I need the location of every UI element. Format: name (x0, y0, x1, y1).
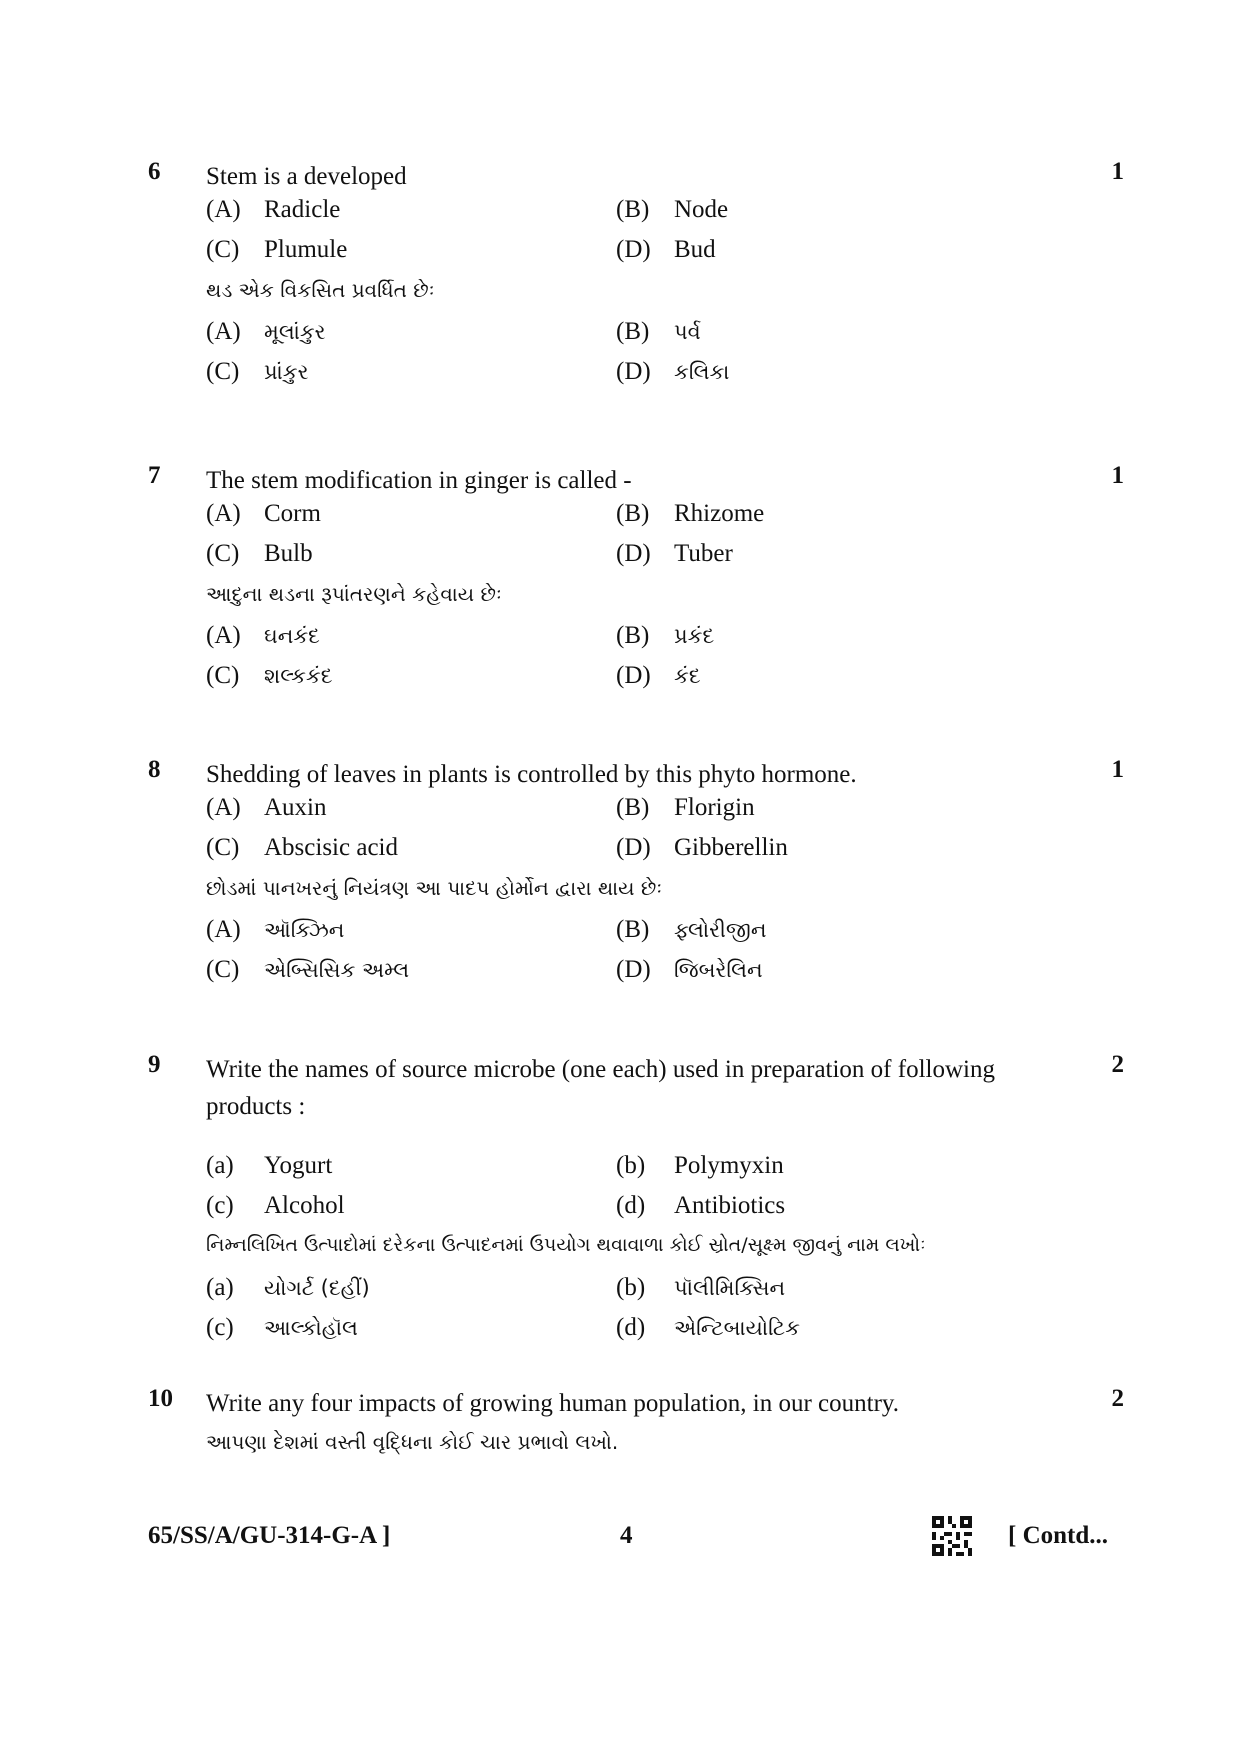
option-text: Bulb (264, 540, 313, 567)
option-label: (C) (206, 236, 240, 263)
question-number: 6 (148, 158, 161, 185)
option-gu-c (206, 956, 409, 984)
option-gu-d (616, 662, 701, 690)
option-text: Node (674, 196, 729, 223)
option-text: Florigin (674, 794, 755, 821)
option-text: આલ્કોહૉલ (264, 1316, 358, 1340)
question-marks: 1 (1111, 756, 1124, 783)
question-number: 8 (148, 756, 161, 783)
option-label: (C) (206, 834, 240, 861)
option-label: (A) (206, 196, 241, 223)
option-gu-a (206, 916, 344, 944)
option-text: Antibiotics (674, 1192, 786, 1219)
option-gu-b (616, 318, 701, 346)
continued-label: [ Contd... (1008, 1522, 1109, 1549)
option-text: યોગર્ટ (દહીં) (264, 1276, 370, 1300)
option-text: Yogurt (264, 1152, 333, 1179)
option-label: (d) (616, 1192, 646, 1219)
question-marks: 2 (1111, 1385, 1124, 1412)
option-en-d (616, 236, 716, 264)
option-text: Rhizome (674, 500, 765, 527)
option-label: (C) (206, 956, 240, 983)
question-text-en: Stem is a developed (206, 163, 407, 190)
option-en-c (206, 540, 313, 568)
option-label: (B) (616, 196, 650, 223)
question-marks: 2 (1111, 1051, 1124, 1078)
question-number: 9 (148, 1051, 161, 1078)
option-gu-d (616, 1314, 800, 1342)
option-en-d (616, 1192, 785, 1220)
option-en-b (616, 794, 755, 822)
option-en-a (206, 500, 321, 528)
option-label: (C) (206, 358, 240, 385)
option-gu-c (206, 662, 333, 690)
option-label: (D) (616, 956, 651, 983)
option-text: મૂલાંકુર (264, 320, 326, 344)
option-text: ઘનકંદ (264, 624, 320, 648)
option-label: (B) (616, 318, 650, 345)
question-number: 10 (148, 1385, 173, 1412)
option-label: (B) (616, 794, 650, 821)
option-text: Gibberellin (674, 834, 788, 861)
option-label: (A) (206, 318, 241, 345)
option-text: કંદ (674, 664, 701, 688)
qr-code-icon (932, 1516, 972, 1556)
option-label: (d) (616, 1314, 646, 1341)
option-gu-a (206, 622, 320, 650)
option-text: ફ્લોરીજીન (674, 918, 767, 942)
option-label: (b) (616, 1152, 646, 1179)
option-text: ઑક્ઝિન (264, 918, 345, 942)
option-en-c (206, 1192, 345, 1220)
option-label: (a) (206, 1274, 234, 1301)
option-text: એબ્સિસિક અમ્લ (264, 958, 410, 982)
option-en-b (616, 196, 728, 224)
question-text-en: Write any four impacts of growing human population, in our country. (206, 1390, 900, 1417)
option-gu-d (616, 358, 729, 386)
option-label: (C) (206, 662, 240, 689)
option-gu-b (616, 916, 766, 944)
question-text-en: Write the names of source microbe (one each) used in preparation of following products : (206, 1056, 995, 1120)
question-text-gu: થડ એક વિકસિત પ્રવર્ધિત છેઃ (206, 278, 435, 302)
option-en-c (206, 834, 398, 862)
option-label: (B) (616, 916, 650, 943)
question-marks: 1 (1111, 158, 1124, 185)
option-text: એન્ટિબાયોટિક (674, 1316, 800, 1340)
option-label: (D) (616, 834, 651, 861)
option-label: (D) (616, 540, 651, 567)
option-text: કલિકા (674, 360, 730, 384)
option-text: પ્રકંદ (674, 624, 715, 648)
question-text-gu: આપણા દેશમાં વસ્તી વૃદ્ધિના કોઈ ચાર પ્રભાવો લખો. (206, 1430, 619, 1454)
question-text-gu: નિમ્નલિખિત ઉત્પાદોમાં દરેકના ઉત્પાદનમાં ઉપયોગ થવાવાળા કોઈ સ્રોત/સૂક્ષ્મ જીવનું નામ લખોઃ (206, 1234, 926, 1256)
option-label: (B) (616, 500, 650, 527)
option-gu-b (616, 1274, 785, 1302)
option-label: (c) (206, 1192, 234, 1219)
option-text: પર્વ (674, 320, 701, 344)
page-number: 4 (620, 1522, 633, 1549)
option-text: જિબરેલિન (674, 958, 763, 982)
option-text: Plumule (264, 236, 348, 263)
option-en-d (616, 834, 788, 862)
option-label: (A) (206, 916, 241, 943)
option-text: Radicle (264, 196, 341, 223)
option-text: પ્રાંકુર (264, 360, 309, 384)
option-label: (D) (616, 358, 651, 385)
option-en-a (206, 1152, 332, 1180)
option-en-b (616, 500, 764, 528)
question-number: 7 (148, 462, 161, 489)
option-text: શલ્કકંદ (264, 664, 333, 688)
paper-code: 65/SS/A/GU-314-G-A ] (148, 1522, 391, 1549)
question-text-en: The stem modification in ginger is called - (206, 467, 632, 494)
option-gu-a (206, 318, 326, 346)
option-gu-a (206, 1274, 370, 1302)
option-label: (c) (206, 1314, 234, 1341)
option-label: (C) (206, 540, 240, 567)
option-text: Alcohol (264, 1192, 345, 1219)
question-text-gu: છોડમાં પાનખરનું નિયંત્રણ આ પાદપ હોર્મોન દ્વારા થાય છેઃ (206, 876, 663, 900)
question-marks: 1 (1111, 462, 1124, 489)
option-text: Corm (264, 500, 321, 527)
option-en-a (206, 794, 327, 822)
option-label: (A) (206, 794, 241, 821)
option-gu-d (616, 956, 763, 984)
option-gu-b (616, 622, 714, 650)
option-label: (a) (206, 1152, 234, 1179)
option-label: (D) (616, 662, 651, 689)
option-label: (A) (206, 500, 241, 527)
option-en-d (616, 540, 733, 568)
option-text: Abscisic acid (264, 834, 398, 861)
option-label: (B) (616, 622, 650, 649)
option-en-b (616, 1152, 784, 1180)
option-text: પૉલીમિક્સિન (674, 1276, 786, 1300)
option-en-a (206, 196, 340, 224)
option-text: Bud (674, 236, 716, 263)
option-label: (D) (616, 236, 651, 263)
option-text: Auxin (264, 794, 327, 821)
question-text-gu: આદુના થડના રૂપાંતરણને કહેવાય છેઃ (206, 582, 502, 606)
option-text: Tuber (674, 540, 733, 567)
question-text-en: Shedding of leaves in plants is controlled by this phyto hormone. (206, 761, 857, 788)
option-label: (A) (206, 622, 241, 649)
option-label: (b) (616, 1274, 646, 1301)
option-gu-c (206, 358, 308, 386)
option-en-c (206, 236, 347, 264)
option-text: Polymyxin (674, 1152, 784, 1179)
option-gu-c (206, 1314, 358, 1342)
